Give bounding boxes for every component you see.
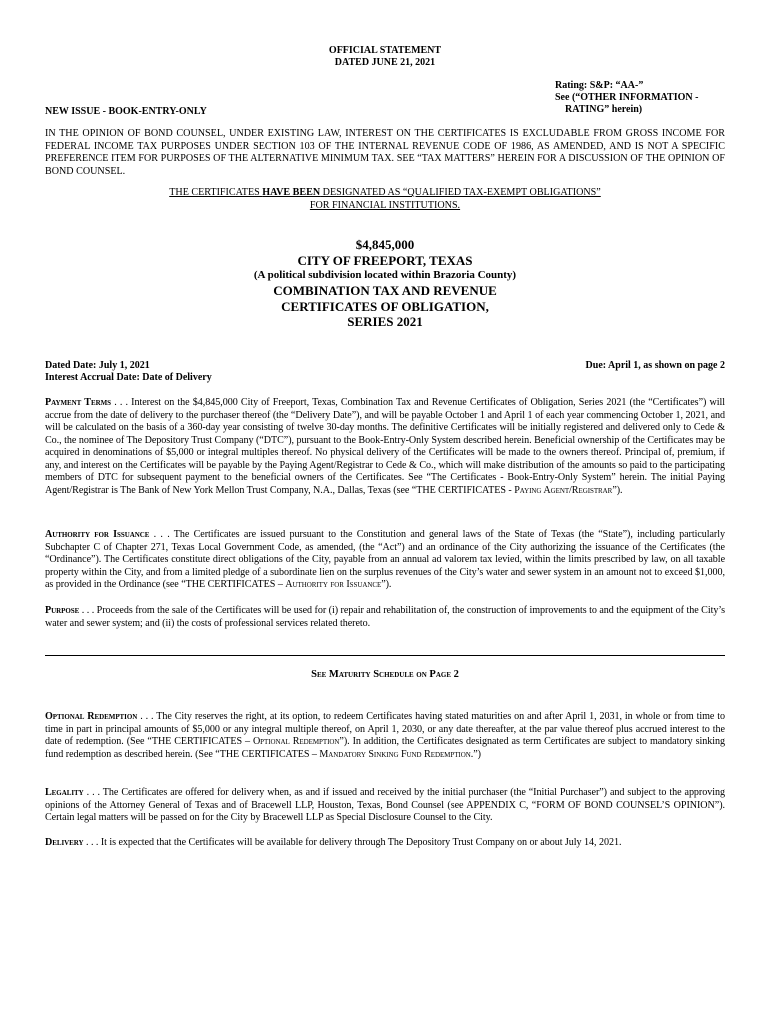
title-block bbox=[135, 237, 635, 330]
title-line1: COMBINATION TAX AND REVENUE bbox=[273, 283, 497, 298]
payment-terms-tail: ”). bbox=[612, 484, 623, 496]
rating-line3: RATING” herein) bbox=[565, 104, 643, 115]
rating-block bbox=[555, 80, 755, 116]
delivery-paragraph bbox=[45, 837, 725, 850]
designation-line2: FOR FINANCIAL INSTITUTIONS. bbox=[309, 199, 461, 211]
authority-paragraph bbox=[45, 529, 725, 592]
optional-redemption-paragraph bbox=[45, 711, 725, 761]
optional-redemption-heading: Optional Redemption bbox=[45, 711, 138, 722]
purpose-heading: Purpose bbox=[45, 605, 80, 616]
dates-left bbox=[45, 360, 345, 384]
optional-redemption-tail: .”) bbox=[470, 748, 481, 760]
official-statement-line2: DATED JUNE 21, 2021 bbox=[334, 57, 436, 68]
authority-heading: Authority for Issuance bbox=[45, 529, 150, 540]
designation-emphasis: HAVE BEEN bbox=[262, 187, 321, 198]
rating-line2: See (“OTHER INFORMATION - bbox=[555, 92, 699, 103]
designation-post: DESIGNATED AS “QUALIFIED TAX-EXEMPT OBLIGATIONS” bbox=[320, 187, 601, 198]
maturity-schedule-note: See Maturity Schedule on Page 2 bbox=[311, 669, 459, 680]
interest-accrual-date: Interest Accrual Date: Date of Delivery bbox=[45, 372, 212, 383]
new-issue-label: NEW ISSUE - BOOK-ENTRY-ONLY bbox=[45, 106, 207, 117]
authority-text: . . . The Certificates are issued pursuant to the Constitution and general laws of the State of Texas (the “State”), including particularly Subchapter C of Chapter 271, Texas Local Government Code, as amended, (the “Act”) and an ordinance of the City authorizing the issuance of the Certificates (the “Ordinance”). The Certificates constitute direct obligations of the City, payable from an annual ad valorem tax levied, within the limits prescribed by law, on all taxable property within the City, and from a limited pledge of a subordinate lien on the surplus revenues of the City’s water and sewer system in an amount not to exceed $1,000, as provided in the Ordinance (see “THE CERTIFICATES – bbox=[45, 529, 725, 590]
section-divider bbox=[45, 655, 725, 656]
principal-amount: $4,845,000 bbox=[355, 237, 415, 252]
tax-opinion-paragraph: IN THE OPINION OF BOND COUNSEL, UNDER EXISTING LAW, INTEREST ON THE CERTIFICATES IS EXCLUDABLE FROM GROSS INCOME FOR FEDERAL INCOME TAX PURPOSES UNDER SECTION 103 OF THE INTERNAL REVENUE CODE OF 1986, AS AMENDED, AND IS NOT A SPECIFIC PREFERENCE ITEM FOR PURPOSES OF THE ALTERNATIVE MINIMUM TAX. SEE “TAX MATTERS” HEREIN FOR A DISCUSSION OF THE OPINION OF BOND COUNSEL. bbox=[45, 128, 725, 177]
rating-line1: Rating: S&P: “AA-” bbox=[555, 80, 644, 91]
mandatory-sinking-fund-ref: Mandatory Sinking Fund Redemption bbox=[319, 748, 471, 760]
due-date: Due: April 1, as shown on page 2 bbox=[585, 360, 725, 371]
payment-terms-ref: Paying Agent/Registrar bbox=[514, 484, 613, 496]
authority-tail: ”). bbox=[381, 579, 392, 590]
title-line3: SERIES 2021 bbox=[347, 314, 423, 329]
legality-heading: Legality bbox=[45, 787, 84, 798]
legality-text: . . . The Certificates are offered for delivery when, as and if issued and received by the initial purchaser (the “Initial Purchaser”) and subject to the approving opinions of the Attorney General of Texas and of Bracewell LLP, Houston, Texas, Bond Counsel (see APPENDIX C, “FORM OF BOND COUNSEL’S OPINION”). Certain legal matters will be passed on for the City by Bracewell LLP as Special Disclosure Counsel to the City. bbox=[45, 787, 725, 823]
delivery-heading: Delivery bbox=[45, 837, 84, 848]
payment-terms-text: . . . Interest on the $4,845,000 City of Freeport, Texas, Combination Tax and Revenue Certificates of Obligation, Series 2021 (the “Certificates”) will accrue from the date of delivery to the purchaser thereof (the “Delivery Date”), and will be payable October 1 and April 1 of each year commencing October 1, 2021, and will be calculated on the basis of a 360-day year consisting of twelve 30-day months. The definitive Certificates will be initially registered and delivered only to Cede & Co., the nominee of The Depository Trust Company (“DTC”), pursuant to the Book-Entry-Only System described herein. Beneficial ownership of the Certificates may be acquired in denominations of $5,000 or integral multiples thereof. No physical delivery of the Certificates will be made to the owners thereof. Principal of, premium, if any, and interest on the Certificates will be payable by the Paying Agent/Registrar to Cede & Co., which will make distribution of the amounts so paid to the participating members of DTC for subsequent payment to the beneficial owners of the Certificates. See “The Certificates - Book-Entry-Only System” herein. The initial Paying Agent/Registrar is The Bank of New York Mellon Trust Company, N.A., Dallas, Texas (see “THE CERTIFICATES - bbox=[45, 397, 725, 496]
issuer-name: CITY OF FREEPORT, TEXAS bbox=[297, 252, 473, 268]
designation-pre: THE CERTIFICATES bbox=[169, 187, 263, 198]
optional-redemption-text: . . . The City reserves the right, at its option, to redeem Certificates having stated maturities on and after April 1, 2031, in whole or from time to time in part in principal amounts of $5,000 or any integral multiple thereof, on April 1, 2030, or any date thereafter, at the par value thereof plus accrued interest to the date of redemption. (See “THE CERTIFICATES – bbox=[45, 711, 726, 747]
purpose-text: . . . Proceeds from the sale of the Certificates will be used for (i) repair and rehabilitation of, the construction of improvements to and the equipment of the City’s water and sewer system; and (ii) the costs of professional services related thereto. bbox=[45, 605, 725, 629]
optional-redemption-mid: ”). In addition, the Certificates designated as term Certificates are subject to mandatory sinking fund redemption as described herein. (See “THE CERTIFICATES – bbox=[45, 736, 725, 760]
political-subdivision: (A political subdivision located within Brazoria County) bbox=[253, 269, 517, 281]
dated-date: Dated Date: July 1, 2021 bbox=[45, 360, 150, 371]
delivery-text: . . . It is expected that the Certificates will be available for delivery through The Depository Trust Company on or about July 14, 2021. bbox=[83, 837, 622, 848]
payment-terms-paragraph bbox=[45, 397, 725, 497]
qualified-tax-exempt-designation bbox=[85, 187, 685, 212]
legality-paragraph bbox=[45, 787, 725, 825]
official-statement-heading bbox=[285, 45, 485, 69]
purpose-paragraph bbox=[45, 605, 725, 630]
optional-redemption-ref: Optional Redemption bbox=[252, 736, 340, 747]
official-statement-line1: OFFICIAL STATEMENT bbox=[328, 45, 442, 56]
payment-terms-heading: Payment Terms bbox=[45, 397, 111, 408]
title-line2: CERTIFICATES OF OBLIGATION, bbox=[281, 298, 489, 314]
authority-ref: Authority for Issuance bbox=[285, 579, 382, 590]
